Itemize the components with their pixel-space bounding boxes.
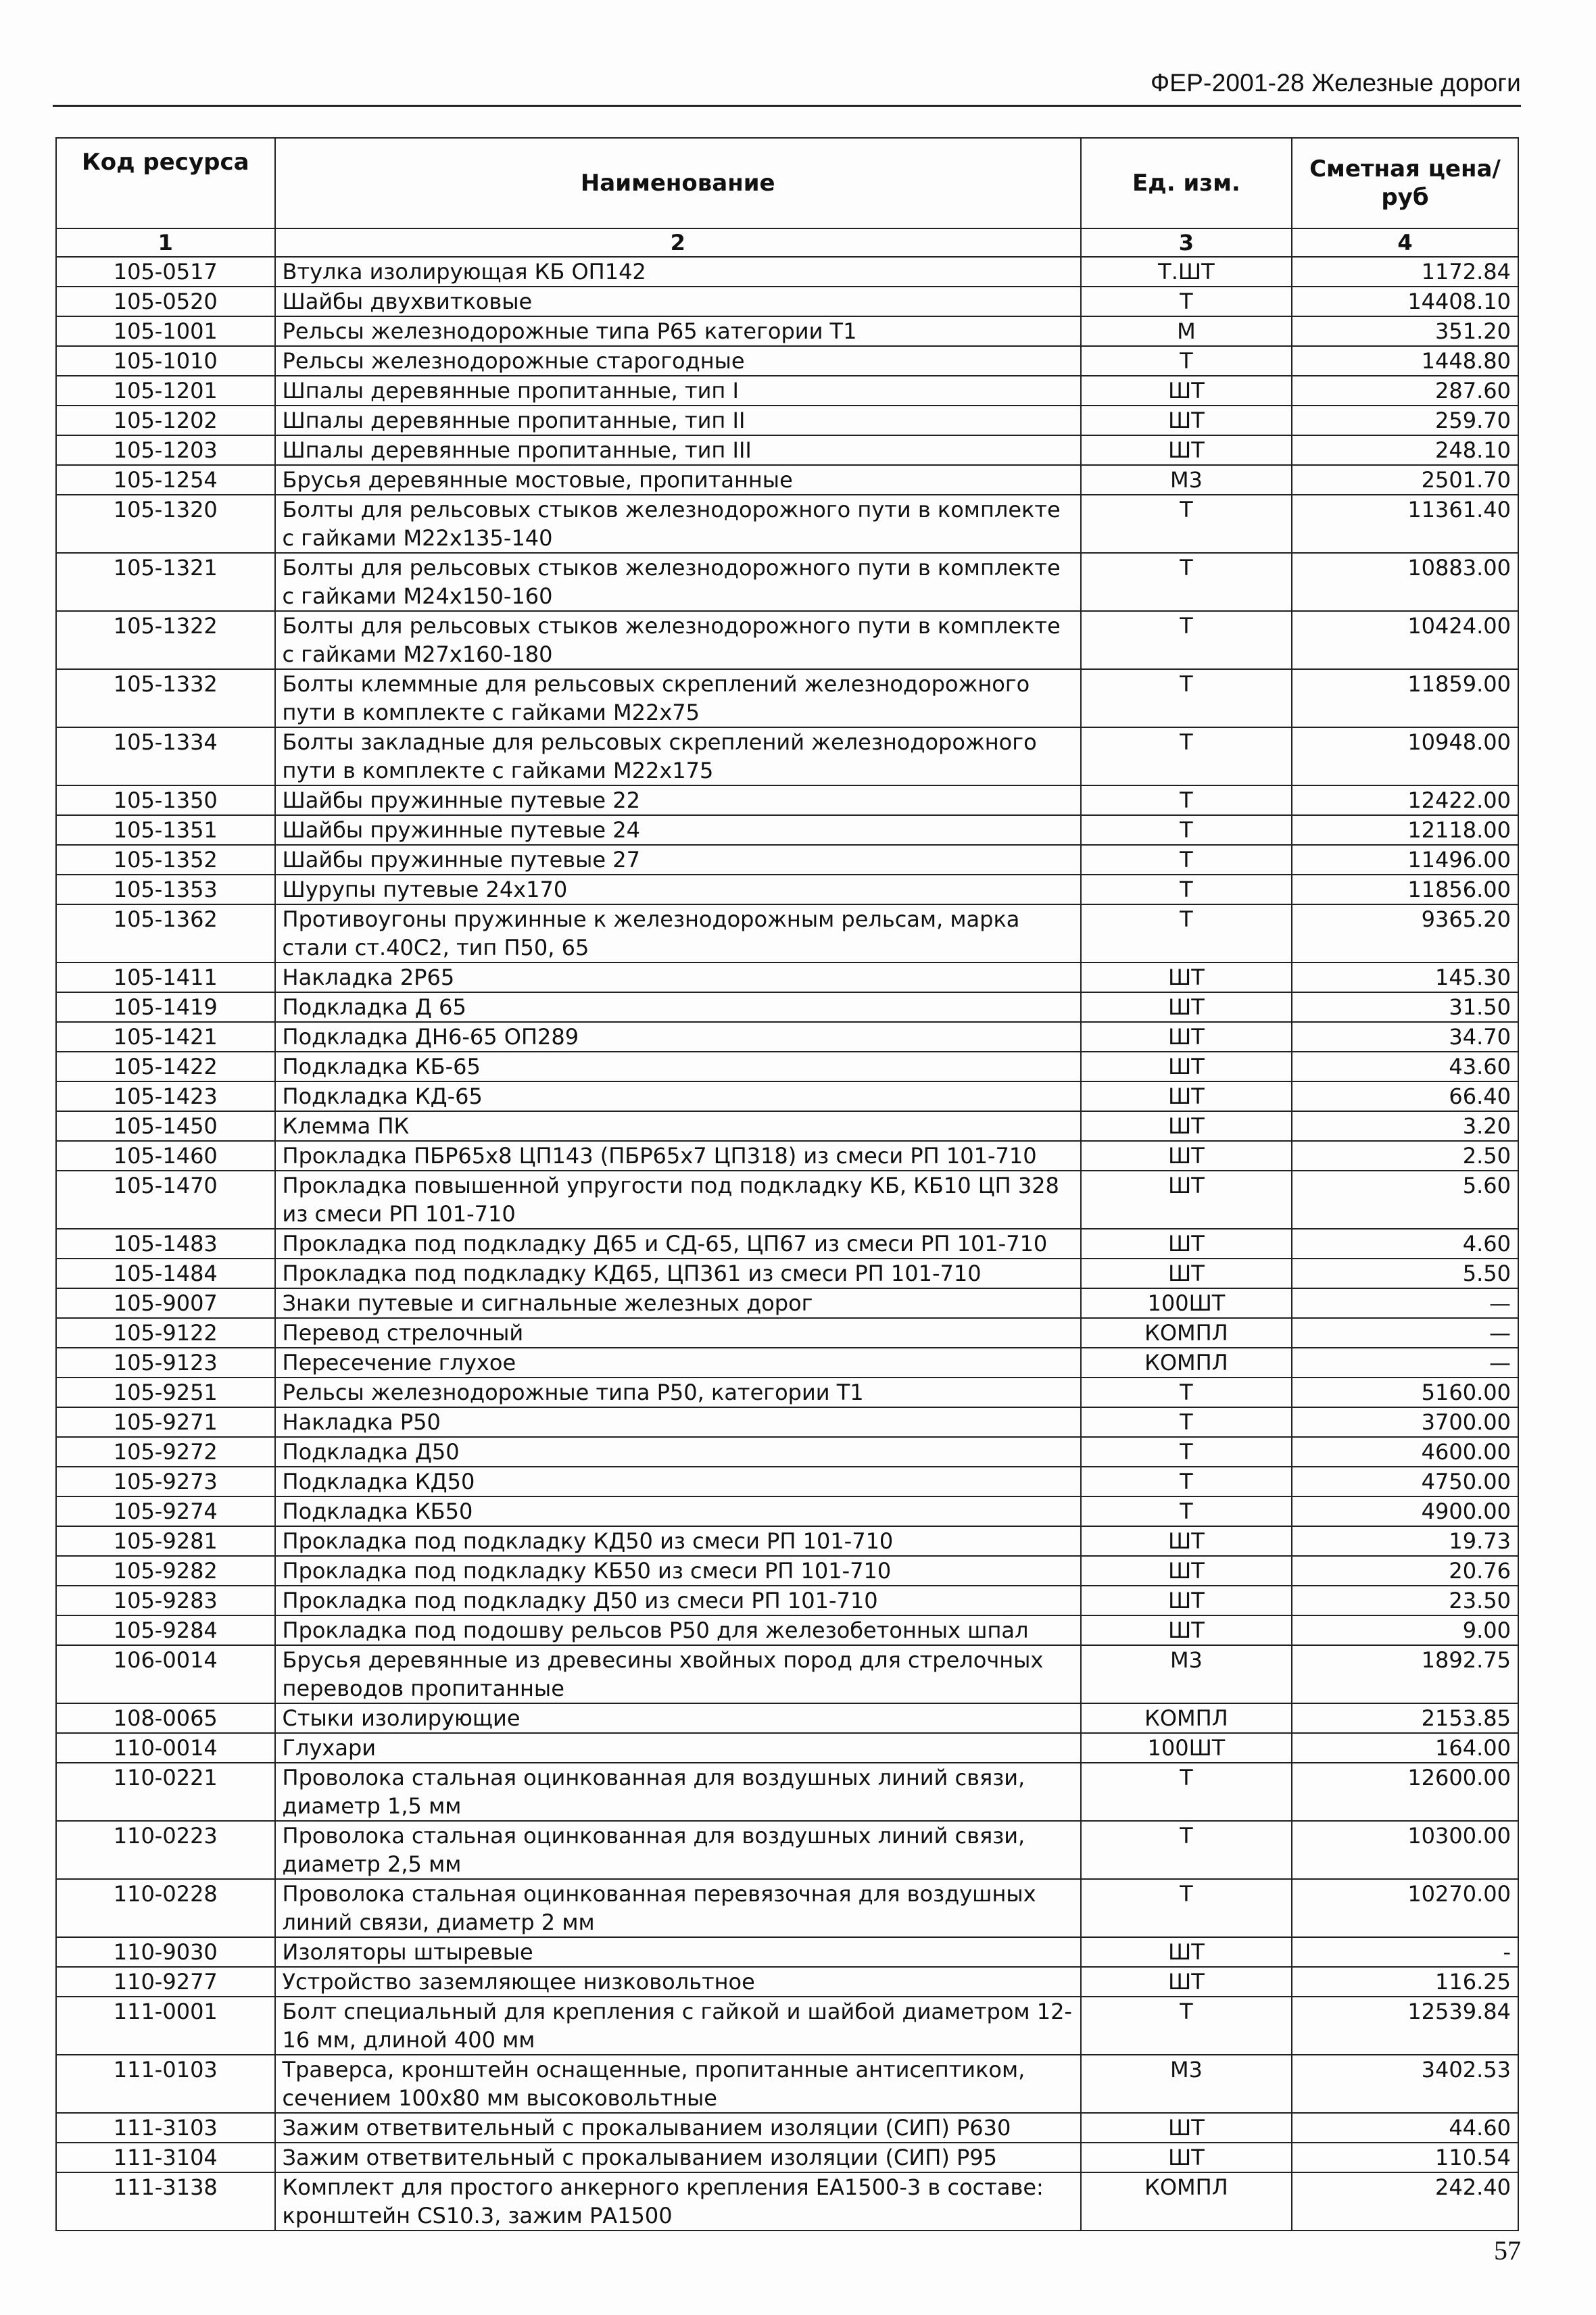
table-row bbox=[56, 1645, 1518, 1703]
column-header-name: Наименование bbox=[275, 138, 1081, 228]
estimated-price: 20.76 bbox=[1292, 1556, 1518, 1586]
resource-name: Шпалы деревянные пропитанные, тип II bbox=[275, 406, 1081, 435]
resource-name: Шайбы пружинные путевые 24 bbox=[275, 815, 1081, 845]
unit-of-measure: ШТ bbox=[1081, 1259, 1292, 1288]
resource-code: 105-9272 bbox=[56, 1437, 275, 1467]
resource-code: 105-1001 bbox=[56, 316, 275, 346]
unit-of-measure: ШТ bbox=[1081, 1022, 1292, 1052]
estimated-price: 10883.00 bbox=[1292, 553, 1518, 611]
estimated-price: 287.60 bbox=[1292, 376, 1518, 406]
table-row bbox=[56, 406, 1518, 435]
resource-name: Перевод стрелочный bbox=[275, 1318, 1081, 1348]
table-row bbox=[56, 316, 1518, 346]
resource-code: 110-0014 bbox=[56, 1733, 275, 1763]
estimated-price: 10424.00 bbox=[1292, 611, 1518, 669]
unit-of-measure: ШТ bbox=[1081, 1556, 1292, 1586]
resource-code: 108-0065 bbox=[56, 1703, 275, 1733]
resource-code: 105-0520 bbox=[56, 287, 275, 316]
resource-name: Брусья деревянные мостовые, пропитанные bbox=[275, 465, 1081, 495]
table-row bbox=[56, 669, 1518, 727]
resource-code: 105-1421 bbox=[56, 1022, 275, 1052]
resource-code: 105-1254 bbox=[56, 465, 275, 495]
estimated-price: 116.25 bbox=[1292, 1967, 1518, 1997]
table-header-row bbox=[56, 138, 1518, 228]
unit-of-measure: Т bbox=[1081, 287, 1292, 316]
table-row bbox=[56, 1171, 1518, 1229]
estimated-price: 4.60 bbox=[1292, 1229, 1518, 1259]
column-header-unit: Ед. изм. bbox=[1081, 138, 1292, 228]
resource-code: 105-1321 bbox=[56, 553, 275, 611]
table-row bbox=[56, 904, 1518, 962]
unit-of-measure: Т bbox=[1081, 553, 1292, 611]
resource-code: 105-1450 bbox=[56, 1111, 275, 1141]
resource-name: Прокладка под подкладку КД50 из смеси РП 101-710 bbox=[275, 1526, 1081, 1556]
estimated-price: — bbox=[1292, 1288, 1518, 1318]
unit-of-measure: Т.ШТ bbox=[1081, 257, 1292, 287]
table-row bbox=[56, 1407, 1518, 1437]
estimated-price: 164.00 bbox=[1292, 1733, 1518, 1763]
resource-name: Прокладка ПБР65х8 ЦП143 (ПБР65х7 ЦП318) из смеси РП 101-710 bbox=[275, 1141, 1081, 1171]
unit-of-measure: М3 bbox=[1081, 1645, 1292, 1703]
resource-name: Прокладка под подкладку КБ50 из смеси РП 101-710 bbox=[275, 1556, 1081, 1586]
resource-name: Шпалы деревянные пропитанные, тип III bbox=[275, 435, 1081, 465]
estimated-price: — bbox=[1292, 1318, 1518, 1348]
unit-of-measure: ШТ bbox=[1081, 376, 1292, 406]
resource-name: Втулка изолирующая КБ ОП142 bbox=[275, 257, 1081, 287]
resource-code: 105-1470 bbox=[56, 1171, 275, 1229]
column-number-3: 3 bbox=[1081, 228, 1292, 257]
resource-name: Подкладка КБ-65 bbox=[275, 1052, 1081, 1081]
resource-code: 105-9007 bbox=[56, 1288, 275, 1318]
table-row bbox=[56, 346, 1518, 376]
resource-code: 105-1362 bbox=[56, 904, 275, 962]
estimated-price: 248.10 bbox=[1292, 435, 1518, 465]
resource-code: 105-9271 bbox=[56, 1407, 275, 1437]
resource-code: 105-1334 bbox=[56, 727, 275, 785]
estimated-price: - bbox=[1292, 1937, 1518, 1967]
unit-of-measure: ШТ bbox=[1081, 962, 1292, 992]
table-row bbox=[56, 785, 1518, 815]
table-row bbox=[56, 727, 1518, 785]
estimated-price: 5.60 bbox=[1292, 1171, 1518, 1229]
table-row bbox=[56, 875, 1518, 904]
unit-of-measure: М bbox=[1081, 316, 1292, 346]
running-header: ФЕР-2001-28 Железные дороги bbox=[1150, 69, 1521, 97]
estimated-price: 1172.84 bbox=[1292, 257, 1518, 287]
unit-of-measure: Т bbox=[1081, 1763, 1292, 1821]
estimated-price: 12422.00 bbox=[1292, 785, 1518, 815]
unit-of-measure: КОМПЛ bbox=[1081, 1318, 1292, 1348]
resource-name: Брусья деревянные из древесины хвойных пород для стрелочных переводов пропитанные bbox=[275, 1645, 1081, 1703]
resource-name: Зажим ответвительный с прокалыванием изоляции (СИП) Р95 bbox=[275, 2143, 1081, 2172]
estimated-price: 12600.00 bbox=[1292, 1763, 1518, 1821]
estimated-price: 12118.00 bbox=[1292, 815, 1518, 845]
unit-of-measure: ШТ bbox=[1081, 1111, 1292, 1141]
resource-code: 105-1010 bbox=[56, 346, 275, 376]
resource-name: Подкладка Д 65 bbox=[275, 992, 1081, 1022]
table-row bbox=[56, 1615, 1518, 1645]
unit-of-measure: Т bbox=[1081, 1821, 1292, 1879]
resource-name: Клемма ПК bbox=[275, 1111, 1081, 1141]
column-number-2: 2 bbox=[275, 228, 1081, 257]
column-number-row bbox=[56, 228, 1518, 257]
resource-name: Болты закладные для рельсовых скреплений железнодорожного пути в комплекте с гайками М22х175 bbox=[275, 727, 1081, 785]
table-row bbox=[56, 1967, 1518, 1997]
unit-of-measure: Т bbox=[1081, 1997, 1292, 2055]
table-row bbox=[56, 1733, 1518, 1763]
resource-name: Шпалы деревянные пропитанные, тип I bbox=[275, 376, 1081, 406]
resource-code: 105-1203 bbox=[56, 435, 275, 465]
table-row bbox=[56, 1288, 1518, 1318]
resource-code: 111-3103 bbox=[56, 2113, 275, 2143]
page-number: 57 bbox=[1494, 2235, 1521, 2266]
resource-code: 110-9030 bbox=[56, 1937, 275, 1967]
table-row bbox=[56, 1081, 1518, 1111]
table-body bbox=[56, 257, 1518, 2231]
table-row bbox=[56, 2055, 1518, 2113]
resource-name: Накладка Р50 bbox=[275, 1407, 1081, 1437]
estimated-price: 34.70 bbox=[1292, 1022, 1518, 1052]
estimated-price: 1448.80 bbox=[1292, 346, 1518, 376]
resource-code: 105-9123 bbox=[56, 1348, 275, 1378]
table-row bbox=[56, 845, 1518, 875]
unit-of-measure: Т bbox=[1081, 1437, 1292, 1467]
resource-name: Прокладка под подкладку Д65 и СД-65, ЦП67 из смеси РП 101-710 bbox=[275, 1229, 1081, 1259]
estimated-price: 2501.70 bbox=[1292, 465, 1518, 495]
resource-name: Изоляторы штыревые bbox=[275, 1937, 1081, 1967]
resource-code: 105-1484 bbox=[56, 1259, 275, 1288]
unit-of-measure: ШТ bbox=[1081, 1967, 1292, 1997]
table-row bbox=[56, 1111, 1518, 1141]
table-row bbox=[56, 376, 1518, 406]
table-row bbox=[56, 553, 1518, 611]
resource-code: 105-9281 bbox=[56, 1526, 275, 1556]
unit-of-measure: ШТ bbox=[1081, 406, 1292, 435]
unit-of-measure: ШТ bbox=[1081, 992, 1292, 1022]
resource-name: Рельсы железнодорожные типа Р65 категории Т1 bbox=[275, 316, 1081, 346]
resource-code: 105-1460 bbox=[56, 1141, 275, 1171]
estimated-price: 4600.00 bbox=[1292, 1437, 1518, 1467]
resource-code: 105-0517 bbox=[56, 257, 275, 287]
unit-of-measure: КОМПЛ bbox=[1081, 1348, 1292, 1378]
estimated-price: 11856.00 bbox=[1292, 875, 1518, 904]
resource-code: 105-1352 bbox=[56, 845, 275, 875]
resource-name: Траверса, кронштейн оснащенные, пропитанные антисептиком, сечением 100х80 мм высоковольтные bbox=[275, 2055, 1081, 2113]
unit-of-measure: ШТ bbox=[1081, 2143, 1292, 2172]
table-row bbox=[56, 1467, 1518, 1496]
resource-name: Рельсы железнодорожные типа Р50, категории Т1 bbox=[275, 1378, 1081, 1407]
table-row bbox=[56, 287, 1518, 316]
table-row bbox=[56, 465, 1518, 495]
unit-of-measure: ШТ bbox=[1081, 1081, 1292, 1111]
estimated-price: 31.50 bbox=[1292, 992, 1518, 1022]
estimated-price: 145.30 bbox=[1292, 962, 1518, 992]
estimated-price: 9365.20 bbox=[1292, 904, 1518, 962]
header-rule bbox=[53, 105, 1521, 107]
unit-of-measure: КОМПЛ bbox=[1081, 2172, 1292, 2231]
resource-code: 105-1422 bbox=[56, 1052, 275, 1081]
table-row bbox=[56, 1586, 1518, 1615]
resource-name: Прокладка повышенной упругости под подкладку КБ, КБ10 ЦП 328 из смеси РП 101-710 bbox=[275, 1171, 1081, 1229]
table-row bbox=[56, 495, 1518, 553]
unit-of-measure: М3 bbox=[1081, 465, 1292, 495]
unit-of-measure: 100ШТ bbox=[1081, 1733, 1292, 1763]
estimated-price: 11496.00 bbox=[1292, 845, 1518, 875]
unit-of-measure: ШТ bbox=[1081, 1937, 1292, 1967]
resource-name: Подкладка ДН6-65 ОП289 bbox=[275, 1022, 1081, 1052]
unit-of-measure: Т bbox=[1081, 1407, 1292, 1437]
estimated-price: 4750.00 bbox=[1292, 1467, 1518, 1496]
resource-name: Болты для рельсовых стыков железнодорожного пути в комплекте с гайками М24х150-160 bbox=[275, 553, 1081, 611]
resource-code: 105-1353 bbox=[56, 875, 275, 904]
table-row bbox=[56, 962, 1518, 992]
table-row bbox=[56, 1259, 1518, 1288]
resource-name: Проволока стальная оцинкованная перевязочная для воздушных линий связи, диаметр 2 мм bbox=[275, 1879, 1081, 1937]
table-row bbox=[56, 1937, 1518, 1967]
estimated-price: 10270.00 bbox=[1292, 1879, 1518, 1937]
unit-of-measure: Т bbox=[1081, 1879, 1292, 1937]
resource-name: Подкладка Д50 bbox=[275, 1437, 1081, 1467]
unit-of-measure: ШТ bbox=[1081, 1141, 1292, 1171]
unit-of-measure: Т bbox=[1081, 611, 1292, 669]
unit-of-measure: Т bbox=[1081, 727, 1292, 785]
table-row bbox=[56, 1348, 1518, 1378]
resource-name: Подкладка КД50 bbox=[275, 1467, 1081, 1496]
estimated-price: 2.50 bbox=[1292, 1141, 1518, 1171]
table-row bbox=[56, 1318, 1518, 1348]
column-header-price: Сметная цена/руб bbox=[1292, 138, 1518, 228]
resource-code: 111-0103 bbox=[56, 2055, 275, 2113]
estimated-price: 12539.84 bbox=[1292, 1997, 1518, 2055]
table-row bbox=[56, 435, 1518, 465]
resource-code: 105-1202 bbox=[56, 406, 275, 435]
resource-name: Прокладка под подкладку КД65, ЦП361 из смеси РП 101-710 bbox=[275, 1259, 1081, 1288]
table-row bbox=[56, 1141, 1518, 1171]
resource-code: 105-9282 bbox=[56, 1556, 275, 1586]
table-row bbox=[56, 992, 1518, 1022]
resource-name: Болт специальный для крепления с гайкой и шайбой диаметром 12-16 мм, длиной 400 мм bbox=[275, 1997, 1081, 2055]
resource-name: Шайбы пружинные путевые 27 bbox=[275, 845, 1081, 875]
resource-name: Рельсы железнодорожные старогодные bbox=[275, 346, 1081, 376]
estimated-price: 10300.00 bbox=[1292, 1821, 1518, 1879]
estimated-price: 5.50 bbox=[1292, 1259, 1518, 1288]
resource-code: 105-1332 bbox=[56, 669, 275, 727]
table-row bbox=[56, 257, 1518, 287]
estimated-price: 3700.00 bbox=[1292, 1407, 1518, 1437]
resource-name: Шайбы пружинные путевые 22 bbox=[275, 785, 1081, 815]
column-header-code: Код ресурса bbox=[56, 138, 275, 228]
resource-name: Шайбы двухвитковые bbox=[275, 287, 1081, 316]
estimated-price: 4900.00 bbox=[1292, 1496, 1518, 1526]
resource-name: Прокладка под подкладку Д50 из смеси РП 101-710 bbox=[275, 1586, 1081, 1615]
table-row bbox=[56, 1821, 1518, 1879]
table-row bbox=[56, 815, 1518, 845]
unit-of-measure: Т bbox=[1081, 904, 1292, 962]
unit-of-measure: ШТ bbox=[1081, 1229, 1292, 1259]
estimated-price: 3402.53 bbox=[1292, 2055, 1518, 2113]
resource-name: Подкладка КД-65 bbox=[275, 1081, 1081, 1111]
estimated-price: 11859.00 bbox=[1292, 669, 1518, 727]
resource-code: 105-9251 bbox=[56, 1378, 275, 1407]
resource-name: Противоугоны пружинные к железнодорожным рельсам, марка стали ст.40С2, тип П50, 65 bbox=[275, 904, 1081, 962]
resource-name: Болты клеммные для рельсовых скреплений железнодорожного пути в комплекте с гайками М22х75 bbox=[275, 669, 1081, 727]
resource-code: 110-9277 bbox=[56, 1967, 275, 1997]
resource-name: Устройство заземляющее низковольтное bbox=[275, 1967, 1081, 1997]
estimated-price: 44.60 bbox=[1292, 2113, 1518, 2143]
resource-code: 105-1201 bbox=[56, 376, 275, 406]
estimated-price: 10948.00 bbox=[1292, 727, 1518, 785]
unit-of-measure: Т bbox=[1081, 1378, 1292, 1407]
resource-name: Стыки изолирующие bbox=[275, 1703, 1081, 1733]
unit-of-measure: Т bbox=[1081, 845, 1292, 875]
estimated-price: 11361.40 bbox=[1292, 495, 1518, 553]
resource-code: 105-9273 bbox=[56, 1467, 275, 1496]
table-row bbox=[56, 2172, 1518, 2231]
resource-name: Проволока стальная оцинкованная для воздушных линий связи, диаметр 2,5 мм bbox=[275, 1821, 1081, 1879]
table-row bbox=[56, 1879, 1518, 1937]
resource-code: 110-0228 bbox=[56, 1879, 275, 1937]
unit-of-measure: Т bbox=[1081, 1467, 1292, 1496]
estimated-price: 19.73 bbox=[1292, 1526, 1518, 1556]
unit-of-measure: 100ШТ bbox=[1081, 1288, 1292, 1318]
resource-code: 105-9284 bbox=[56, 1615, 275, 1645]
table-row bbox=[56, 611, 1518, 669]
resource-name: Проволока стальная оцинкованная для воздушных линий связи, диаметр 1,5 мм bbox=[275, 1763, 1081, 1821]
table-row bbox=[56, 1437, 1518, 1467]
resource-code: 106-0014 bbox=[56, 1645, 275, 1703]
column-number-1: 1 bbox=[56, 228, 275, 257]
unit-of-measure: ШТ bbox=[1081, 1052, 1292, 1081]
table-row bbox=[56, 1997, 1518, 2055]
estimated-price: 1892.75 bbox=[1292, 1645, 1518, 1703]
table-row bbox=[56, 1378, 1518, 1407]
unit-of-measure: ШТ bbox=[1081, 435, 1292, 465]
unit-of-measure: Т bbox=[1081, 1496, 1292, 1526]
unit-of-measure: ШТ bbox=[1081, 1615, 1292, 1645]
resource-name: Подкладка КБ50 bbox=[275, 1496, 1081, 1526]
table-row bbox=[56, 1526, 1518, 1556]
resource-code: 105-1351 bbox=[56, 815, 275, 845]
unit-of-measure: ШТ bbox=[1081, 2113, 1292, 2143]
resource-price-table bbox=[55, 137, 1519, 2231]
estimated-price: 3.20 bbox=[1292, 1111, 1518, 1141]
resource-name: Комплект для простого анкерного крепления ЕА1500-3 в составе: кронштейн CS10.3, зажим РА1500 bbox=[275, 2172, 1081, 2231]
unit-of-measure: Т bbox=[1081, 495, 1292, 553]
unit-of-measure: Т bbox=[1081, 815, 1292, 845]
resource-name: Болты для рельсовых стыков железнодорожного пути в комплекте с гайками М27х160-180 bbox=[275, 611, 1081, 669]
resource-name: Зажим ответвительный с прокалыванием изоляции (СИП) Р630 bbox=[275, 2113, 1081, 2143]
unit-of-measure: Т bbox=[1081, 785, 1292, 815]
resource-name: Глухари bbox=[275, 1733, 1081, 1763]
table-row bbox=[56, 1229, 1518, 1259]
resource-code: 105-1419 bbox=[56, 992, 275, 1022]
unit-of-measure: ШТ bbox=[1081, 1586, 1292, 1615]
table-row bbox=[56, 2113, 1518, 2143]
resource-code: 111-3138 bbox=[56, 2172, 275, 2231]
resource-name: Знаки путевые и сигнальные железных дорог bbox=[275, 1288, 1081, 1318]
unit-of-measure: М3 bbox=[1081, 2055, 1292, 2113]
resource-code: 105-1411 bbox=[56, 962, 275, 992]
resource-code: 105-1423 bbox=[56, 1081, 275, 1111]
table-row bbox=[56, 1703, 1518, 1733]
resource-code: 105-9274 bbox=[56, 1496, 275, 1526]
table-row bbox=[56, 1052, 1518, 1081]
estimated-price: 66.40 bbox=[1292, 1081, 1518, 1111]
resource-code: 111-3104 bbox=[56, 2143, 275, 2172]
table-row bbox=[56, 2143, 1518, 2172]
resource-code: 105-1322 bbox=[56, 611, 275, 669]
resource-name: Шурупы путевые 24х170 bbox=[275, 875, 1081, 904]
resource-name: Накладка 2Р65 bbox=[275, 962, 1081, 992]
table-row bbox=[56, 1496, 1518, 1526]
resource-code: 105-1483 bbox=[56, 1229, 275, 1259]
unit-of-measure: КОМПЛ bbox=[1081, 1703, 1292, 1733]
resource-name: Прокладка под подошву рельсов Р50 для железобетонных шпал bbox=[275, 1615, 1081, 1645]
table-row bbox=[56, 1556, 1518, 1586]
estimated-price: 23.50 bbox=[1292, 1586, 1518, 1615]
estimated-price: 2153.85 bbox=[1292, 1703, 1518, 1733]
unit-of-measure: Т bbox=[1081, 875, 1292, 904]
resource-code: 105-9122 bbox=[56, 1318, 275, 1348]
estimated-price: 14408.10 bbox=[1292, 287, 1518, 316]
resource-name: Пересечение глухое bbox=[275, 1348, 1081, 1378]
estimated-price: 259.70 bbox=[1292, 406, 1518, 435]
column-number-4: 4 bbox=[1292, 228, 1518, 257]
estimated-price: 43.60 bbox=[1292, 1052, 1518, 1081]
estimated-price: 242.40 bbox=[1292, 2172, 1518, 2231]
resource-code: 105-1350 bbox=[56, 785, 275, 815]
resource-code: 110-0221 bbox=[56, 1763, 275, 1821]
unit-of-measure: ШТ bbox=[1081, 1526, 1292, 1556]
resource-code: 111-0001 bbox=[56, 1997, 275, 2055]
estimated-price: 5160.00 bbox=[1292, 1378, 1518, 1407]
table-row bbox=[56, 1763, 1518, 1821]
estimated-price: — bbox=[1292, 1348, 1518, 1378]
resource-code: 105-1320 bbox=[56, 495, 275, 553]
unit-of-measure: Т bbox=[1081, 346, 1292, 376]
table-row bbox=[56, 1022, 1518, 1052]
resource-name: Болты для рельсовых стыков железнодорожного пути в комплекте с гайками М22х135-140 bbox=[275, 495, 1081, 553]
resource-code: 105-9283 bbox=[56, 1586, 275, 1615]
unit-of-measure: Т bbox=[1081, 669, 1292, 727]
unit-of-measure: ШТ bbox=[1081, 1171, 1292, 1229]
resource-code: 110-0223 bbox=[56, 1821, 275, 1879]
estimated-price: 110.54 bbox=[1292, 2143, 1518, 2172]
estimated-price: 351.20 bbox=[1292, 316, 1518, 346]
estimated-price: 9.00 bbox=[1292, 1615, 1518, 1645]
